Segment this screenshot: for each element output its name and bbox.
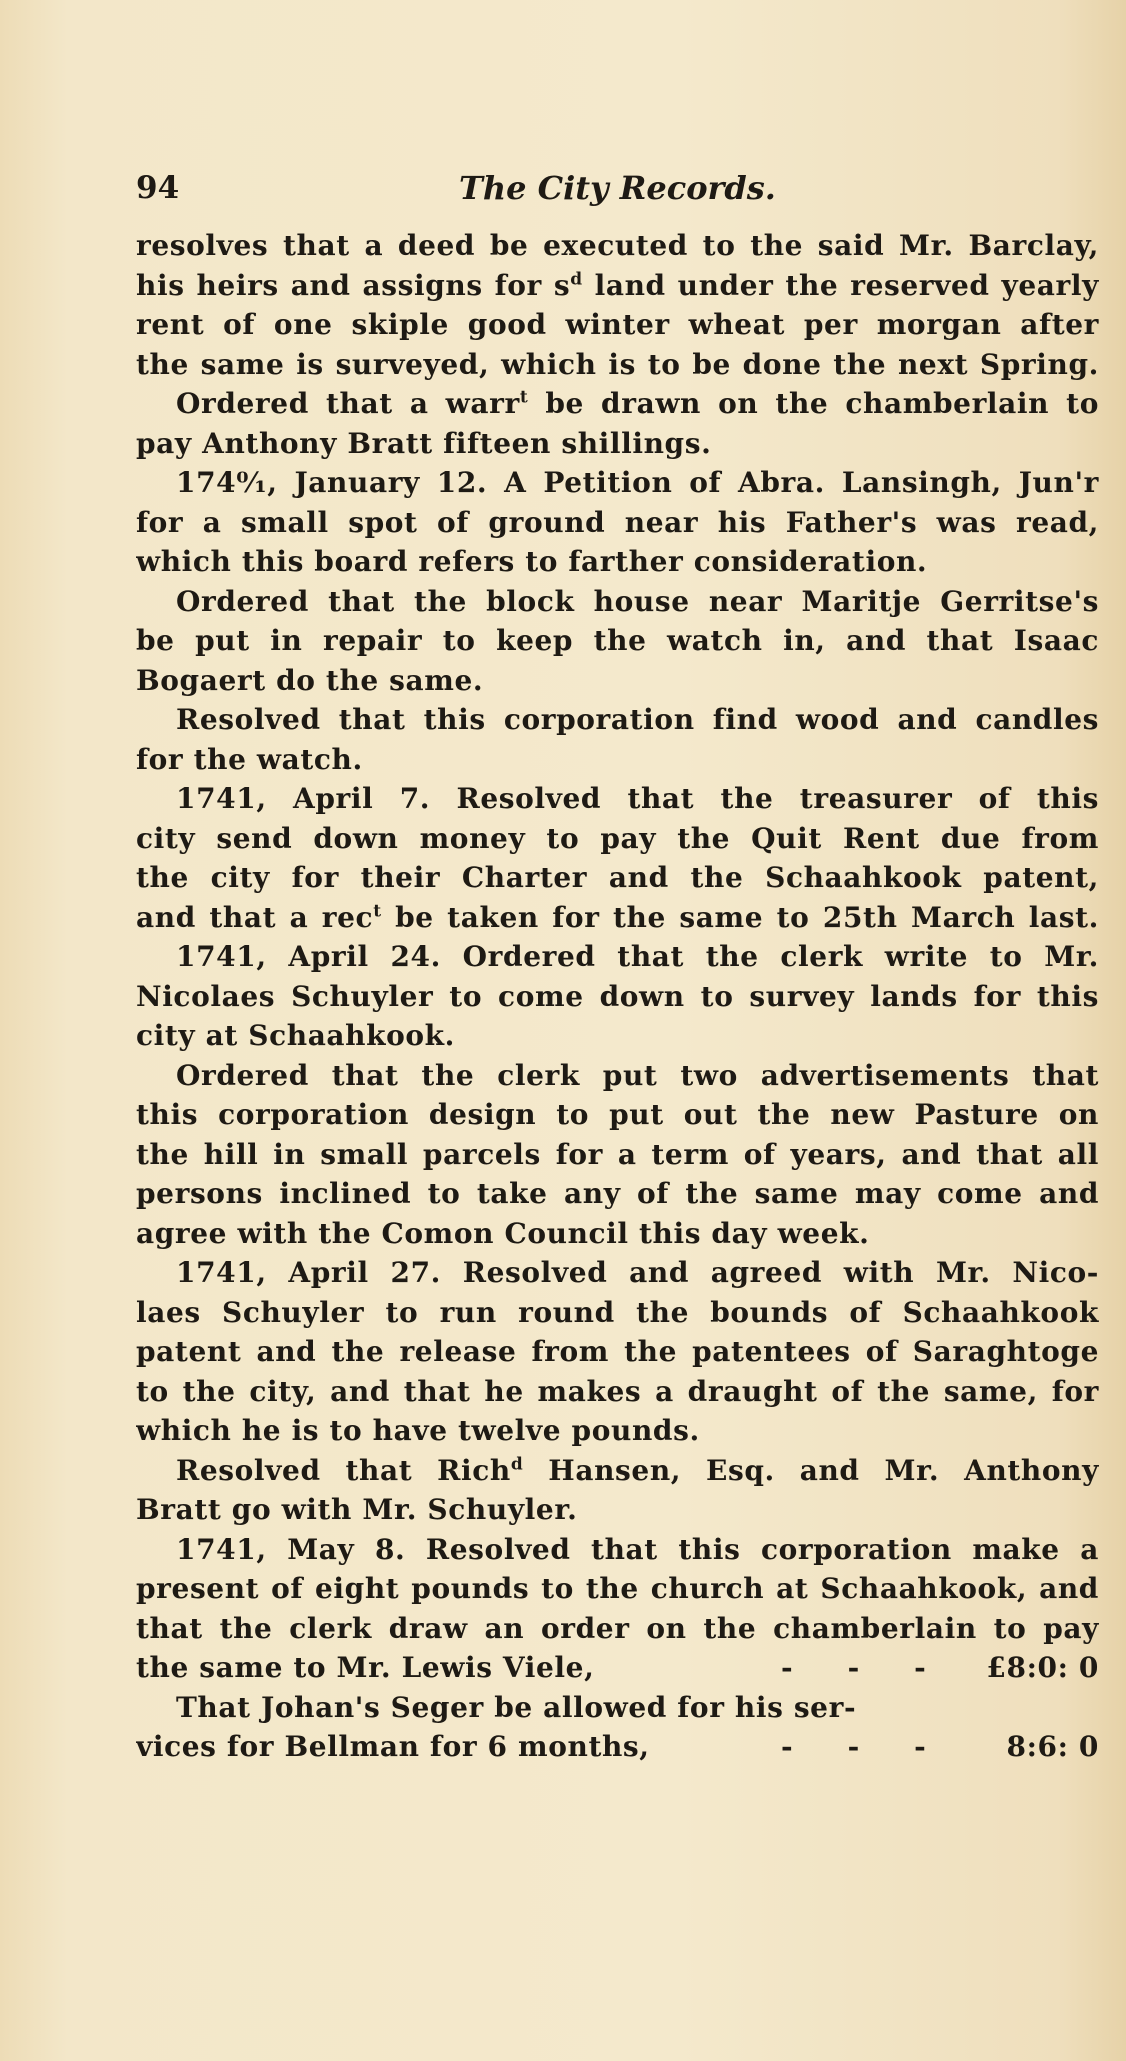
paragraph-start: Ordered that the clerk put two advertisements that <box>176 1058 1099 1092</box>
text-line: to the city, and that he makes a draught of the same, for <box>136 1374 1099 1408</box>
paragraph-end: agree with the Comon Council this day week. <box>136 1216 870 1250</box>
paragraph-end: which this board refers to farther consideration. <box>136 545 928 578</box>
text-line: rent of one skiple good winter wheat per morgan after <box>136 308 1099 341</box>
page-header <box>136 166 1099 210</box>
paragraph-start: 1741, April 7. Resolved that the treasurer of this <box>176 782 1099 815</box>
paragraph-end: Bratt go with Mr. Schuyler. <box>136 1493 578 1526</box>
ledger-amount: £8:0: 0 <box>986 1651 1099 1684</box>
text-line: his heirs and assigns for $s^d$ land under the reserved yearly <box>136 268 1099 302</box>
text-line: laes Schuyler to run round the bounds of Schaahkook <box>136 1295 1099 1329</box>
text-line: that the clerk draw an order on the chamberlain to pay <box>136 1611 1099 1645</box>
ledger-text: the same to Mr. Lewis Viele, <box>136 1651 595 1684</box>
text-line: this corporation design to put out the new Pasture on <box>136 1098 1099 1131</box>
paragraph-end: city at Schaahkook. <box>136 1019 456 1052</box>
ledger-amount: 8:6: 0 <box>1006 1730 1099 1763</box>
leader-dashes: - - - <box>781 1651 927 1684</box>
page-number: 94 <box>136 170 180 206</box>
text-line: and that a rec$^t$ be taken for the same to 25th March last. <box>136 900 1099 934</box>
leader-dashes: - - - <box>781 1730 927 1763</box>
text-line: patent and the release from the patentees of Saraghtoge <box>136 1335 1099 1368</box>
paragraph-start: Ordered that the block house near Maritje Gerritse's <box>176 584 1099 618</box>
paragraph-start: 174⁰⁄₁, January 12. A Petition of Abra. Lansingh, Jun'r <box>176 466 1099 499</box>
running-title: The City Records. <box>459 169 776 207</box>
text-line: for a small spot of ground near his Father's was read, <box>136 505 1099 539</box>
text-line: Nicolaes Schuyler to come down to survey lands for this <box>136 979 1099 1013</box>
paragraph-end: pay Anthony Bratt fifteen shillings. <box>136 426 712 460</box>
paragraph-start: Resolved that this corporation find wood and candles <box>176 703 1099 736</box>
ledger-text: vices for Bellman for 6 months, <box>136 1730 650 1763</box>
paragraph-start: 1741, April 24. Ordered that the clerk write to Mr. <box>176 940 1099 973</box>
paragraph-start: 1741, May 8. Resolved that this corporation make a <box>176 1532 1099 1566</box>
paragraph-end: for the watch. <box>136 742 363 776</box>
text-line: the same is surveyed, which is to be done the next Spring. <box>136 347 1099 381</box>
text-line: the hill in small parcels for a term of years, and that all <box>136 1137 1099 1171</box>
ledger-entry <box>136 1648 1099 1688</box>
paragraph-end: Bogaert do the same. <box>136 663 484 697</box>
text-line: city send down money to pay the Quit Rent due from <box>136 821 1099 855</box>
page-body <box>136 226 1099 1767</box>
paragraph-start: Ordered that a warr$^t$ be drawn on the chamberlain to <box>176 387 1099 420</box>
text-line: present of eight pounds to the church at Schaahkook, and <box>136 1572 1099 1605</box>
text-line: be put in repair to keep the watch in, and that Isaac <box>136 624 1099 657</box>
text-line: persons inclined to take any of the same may come and <box>136 1177 1099 1210</box>
paragraph-start: 1741, April 27. Resolved and agreed with Mr. Nico- <box>176 1256 1099 1289</box>
text-line: resolves that a deed be executed to the said Mr. Barclay, <box>136 229 1099 262</box>
paragraph-end: which he is to have twelve pounds. <box>136 1414 700 1447</box>
text-line: the city for their Charter and the Schaahkook patent, <box>136 861 1099 894</box>
paragraph-start: That Johan's Seger be allowed for his ser- <box>176 1690 857 1724</box>
ledger-entry <box>136 1727 1099 1767</box>
paragraph-start: Resolved that Rich$^d$ Hansen, Esq. and Mr. Anthony <box>176 1453 1099 1487</box>
